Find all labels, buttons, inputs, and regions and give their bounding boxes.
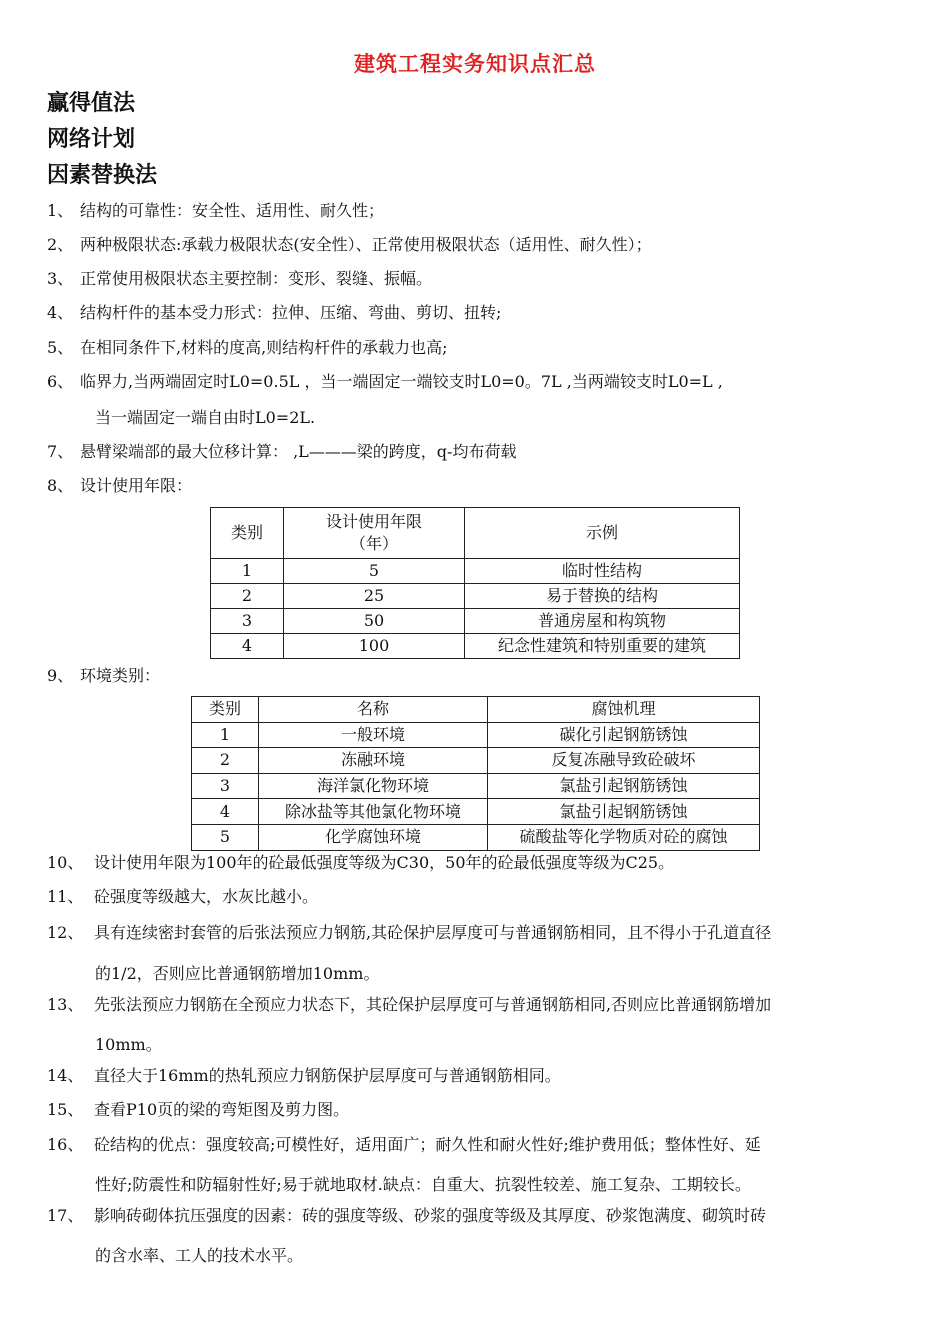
list-item-continuation: 的含水率、工人的技术水平。 [95,1246,304,1265]
item-number: 8、 [47,476,74,495]
item-text: 具有连续密封套管的后张法预应力钢筋,其砼保护层厚度可与普通钢筋相同，且不得小于孔道直径 [94,923,772,942]
item-text: 设计使用年限： [80,476,193,495]
list-item [47,262,432,296]
item-number: 3、 [47,269,74,288]
item-text: 先张法预应力钢筋在全预应力状态下，其砼保护层厚度可与普通钢筋相同,否则应比普通钢筋增加 [94,995,772,1014]
table-cell: 5 [284,559,465,584]
item-number: 12、 [47,923,84,942]
table-cell: 4 [211,634,284,659]
list-item [47,659,160,693]
item-text: 影响砖砌体抗压强度的因素：砖的强度等级、砂浆的强度等级及其厚度、砂浆饱满度、砌筑时砖 [94,1206,767,1225]
item-text: 两种极限状态:承载力极限状态(安全性）、正常使用极限状态（适用性、耐久性）； [80,235,652,254]
table-header: 腐蚀机理 [488,697,760,723]
table-row [192,773,760,799]
table-cell: 3 [192,773,259,799]
table-cell: 1 [192,722,259,748]
list-item-continuation: 性好;防震性和防辐射性好;易于就地取材.缺点：自重大、抗裂性较差、施工复杂、工期较长。 [95,1175,751,1194]
list-item-continuation: 10mm。 [95,1035,162,1054]
item-number: 2、 [47,235,74,254]
table-cell: 3 [211,609,284,634]
table-cell: 海洋氯化物环境 [259,773,488,799]
list-item [47,1093,349,1127]
list-item-continuation: 的1/2，否则应比普通钢筋增加10mm。 [95,964,380,983]
item-text: 结构的可靠性：安全性、适用性、耐久性； [80,201,385,220]
table-cell: 临时性结构 [465,559,740,584]
table-cell: 普通房屋和构筑物 [465,609,740,634]
table-cell: 氯盐引起钢筋锈蚀 [488,799,760,825]
item-number: 5、 [47,338,74,357]
item-text: 在相同条件下,材料的度高,则结构杆件的承载力也高; [80,338,448,357]
list-item [47,880,318,914]
item-text: 正常使用极限状态主要控制：变形、裂缝、振幅。 [80,269,433,288]
item-text: 悬臂梁端部的最大位移计算： ,L———梁的跨度，q-均布荷载 [80,442,517,461]
table-header: 示例 [465,508,740,559]
environment-class-table [191,696,760,851]
table-row [192,799,760,825]
list-item [47,988,771,1022]
table-row [211,559,740,584]
item-number: 1、 [47,201,74,220]
table-header: 设计使用年限 （年） [284,508,465,559]
table-cell: 化学腐蚀环境 [259,824,488,850]
list-item [47,365,723,399]
list-item [47,435,516,469]
design-life-table [210,507,740,659]
table-cell: 易于替换的结构 [465,584,740,609]
list-item [47,228,652,262]
item-number: 6、 [47,372,74,391]
table-cell: 硫酸盐等化学物质对砼的腐蚀 [488,824,760,850]
heading-network-plan: 网络计划 [47,127,136,152]
table-cell: 反复冻融导致砼破坏 [488,748,760,774]
list-item [47,1199,766,1233]
table-row [211,584,740,609]
item-number: 17、 [47,1206,84,1225]
table-cell: 2 [211,584,284,609]
item-number: 9、 [47,666,74,685]
table-cell: 4 [192,799,259,825]
list-item [47,469,192,503]
list-item [47,296,501,330]
table-cell: 纪念性建筑和特别重要的建筑 [465,634,740,659]
table-row [211,634,740,659]
document-title: 建筑工程实务知识点汇总 [354,52,596,76]
heading-factor-substitution: 因素替换法 [47,163,158,188]
table-cell: 氯盐引起钢筋锈蚀 [488,773,760,799]
item-text: 结构杆件的基本受力形式：拉伸、压缩、弯曲、剪切、扭转; [80,303,502,322]
item-text: 临界力,当两端固定时L0=0.5L ，当一端固定一端铰支时L0=0。7L ,当两端铰支时L0=L , [80,372,723,391]
item-number: 11、 [47,887,84,906]
table-cell: 100 [284,634,465,659]
list-item [47,194,384,228]
table-cell: 50 [284,609,465,634]
table-cell: 一般环境 [259,722,488,748]
table-header: 名称 [259,697,488,723]
table-cell: 25 [284,584,465,609]
list-item [47,331,448,365]
table-row [192,722,760,748]
item-number: 4、 [47,303,74,322]
table-header: 类别 [192,697,259,723]
list-item [47,1059,561,1093]
item-number: 14、 [47,1066,84,1085]
item-number: 10、 [47,853,84,872]
table-cell: 冻融环境 [259,748,488,774]
list-item [47,916,771,950]
item-number: 15、 [47,1100,84,1119]
heading-earned-value: 赢得值法 [47,91,136,116]
item-number: 13、 [47,995,84,1014]
table-cell: 2 [192,748,259,774]
table-cell: 1 [211,559,284,584]
list-item [47,846,674,880]
item-text: 查看P10页的梁的弯矩图及剪力图。 [94,1100,350,1119]
list-item-continuation: 当一端固定一端自由时L0=2L. [95,408,316,427]
table-header: 类别 [211,508,284,559]
item-number: 16、 [47,1135,84,1154]
item-text: 设计使用年限为100年的砼最低强度等级为C30，50年的砼最低强度等级为C25。 [94,853,675,872]
item-text: 砼强度等级越大，水灰比越小。 [94,887,319,906]
list-item [47,1128,761,1162]
item-text: 直径大于16mm的热轧预应力钢筋保护层厚度可与普通钢筋相同。 [94,1066,561,1085]
item-number: 7、 [47,442,74,461]
item-text: 环境类别： [80,666,161,685]
table-cell: 碳化引起钢筋锈蚀 [488,722,760,748]
table-cell: 5 [192,824,259,850]
table-row [192,748,760,774]
item-text: 砼结构的优点：强度较高;可模性好，适用面广；耐久性和耐火性好;维护费用低；整体性好、延 [94,1135,761,1154]
table-row [211,609,740,634]
table-cell: 除冰盐等其他氯化物环境 [259,799,488,825]
